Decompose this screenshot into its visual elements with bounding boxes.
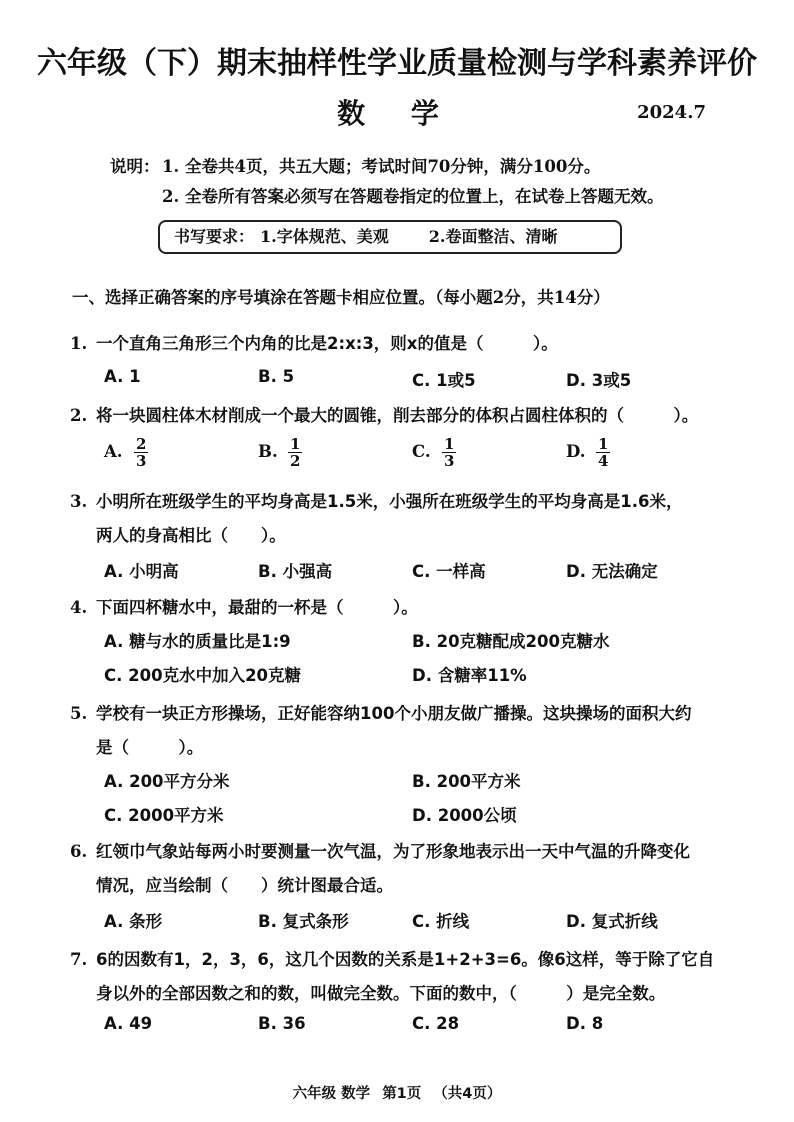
option-d: D. 复式折线 <box>566 912 658 931</box>
question-text-continued: 情况，应当绘制（ ）统计图最合适。 <box>96 876 393 895</box>
question-text: 学校有一块正方形操场，正好能容纳100个小朋友做广播操。这块操场的面积大约 <box>96 704 692 723</box>
denominator: 3 <box>136 452 147 470</box>
option-c: C. 200克水中加入20克糖 <box>104 666 302 685</box>
numerator: 1 <box>290 435 301 453</box>
writing-requirement-1: 1.字体规范、美观 <box>260 227 389 246</box>
question-text: 下面四杯糖水中，最甜的一杯是（ ）。 <box>96 598 418 617</box>
option-c <box>412 436 456 469</box>
question-2 <box>70 402 698 426</box>
option-a: A. 200平方分米 <box>104 772 230 791</box>
fraction <box>288 436 302 469</box>
instructions <box>110 152 663 212</box>
question-text-continued: 是（ ）。 <box>96 738 204 757</box>
question-number: 1. <box>70 334 88 353</box>
fraction <box>596 436 610 469</box>
option-letter: A. <box>104 442 123 461</box>
section-1-title: 一、选择正确答案的序号填涂在答题卡相应位置。 <box>72 288 435 307</box>
exam-date: 2024.7 <box>637 102 706 123</box>
option-c: C. 2000平方米 <box>104 806 224 825</box>
question-1 <box>70 330 558 354</box>
question-number: 3. <box>70 492 88 511</box>
footer-total-pages: （共4页） <box>433 1086 502 1102</box>
writing-requirement-2: 2.卷面整洁、清晰 <box>428 227 558 246</box>
question-text: 6的因数有1，2，3，6，这几个因数的关系是1+2+3=6。像6这样，等于除了它自 <box>96 950 715 969</box>
option-c: C. 一样高 <box>412 562 486 581</box>
fraction <box>134 436 148 469</box>
option-c: C. 28 <box>412 1014 460 1033</box>
question-3 <box>70 488 682 512</box>
instruction-line-1: 1. 全卷共4页，共五大题；考试时间70分钟，满分100分。 <box>162 157 601 176</box>
question-number: 4. <box>70 598 88 617</box>
numerator: 1 <box>444 435 455 453</box>
option-c: C. 折线 <box>412 912 470 931</box>
option-letter: B. <box>258 442 278 461</box>
instructions-label: 说明： <box>110 157 160 176</box>
writing-requirements-box <box>158 220 622 254</box>
question-5 <box>70 700 691 724</box>
fraction <box>442 436 456 469</box>
page-footer <box>0 1082 794 1103</box>
question-number: 7. <box>70 950 88 969</box>
option-b <box>258 436 302 469</box>
option-d: D. 3或5 <box>566 371 632 390</box>
question-text-continued: 身以外的全部因数之和的数，叫做完全数。下面的数中，（ ）是完全数。 <box>96 984 666 1003</box>
exam-title: 六年级（下）期末抽样性学业质量检测与学科素养评价 <box>37 46 757 81</box>
option-d: D. 含糖率11% <box>412 666 527 685</box>
denominator: 2 <box>290 452 301 470</box>
denominator: 4 <box>598 452 609 470</box>
option-c: C. 1或5 <box>412 371 476 390</box>
option-b: B. 复式条形 <box>258 912 349 931</box>
option-letter: D. <box>566 442 586 461</box>
option-a <box>104 436 148 469</box>
option-b: B. 小强高 <box>258 562 333 581</box>
option-d <box>566 436 610 469</box>
question-6 <box>70 838 690 862</box>
subject-heading: 数 学 <box>337 97 457 130</box>
question-number: 2. <box>70 406 88 425</box>
question-text: 小明所在班级学生的平均身高是1.5米，小强所在班级学生的平均身高是1.6米， <box>96 492 683 511</box>
question-text-continued: 两人的身高相比（ ）。 <box>96 526 286 545</box>
option-a: A. 1 <box>104 367 141 386</box>
section-1-heading <box>72 284 610 308</box>
writing-requirements-label: 书写要求： <box>174 227 255 246</box>
section-1-hint: （每小题2分，共14分） <box>435 288 610 307</box>
question-text: 一个直角三角形三个内角的比是2:x:3，则x的值是（ ）。 <box>96 334 558 353</box>
option-d: D. 2000公顷 <box>412 806 517 825</box>
option-d: D. 无法确定 <box>566 562 658 581</box>
question-7 <box>70 946 714 970</box>
question-number: 5. <box>70 704 88 723</box>
option-a: A. 条形 <box>104 912 163 931</box>
option-a: A. 小明高 <box>104 562 179 581</box>
footer-page-number: 第1页 <box>382 1086 422 1102</box>
option-d: D. 8 <box>566 1014 604 1033</box>
question-text: 红领巾气象站每两小时要测量一次气温，为了形象地表示出一天中气温的升降变化 <box>96 842 690 861</box>
denominator: 3 <box>444 452 455 470</box>
question-4 <box>70 594 418 618</box>
option-b: B. 5 <box>258 367 295 386</box>
option-letter: C. <box>412 442 431 461</box>
option-a: A. 49 <box>104 1014 153 1033</box>
footer-grade-subject: 六年级 数学 <box>292 1086 371 1102</box>
option-b: B. 200平方米 <box>412 772 521 791</box>
question-number: 6. <box>70 842 88 861</box>
instruction-line-2: 2. 全卷所有答案必须写在答题卷指定的位置上，在试卷上答题无效。 <box>162 187 664 206</box>
option-b: B. 20克糖配成200克糖水 <box>412 632 610 651</box>
numerator: 2 <box>136 435 147 453</box>
option-b: B. 36 <box>258 1014 306 1033</box>
numerator: 1 <box>598 435 609 453</box>
question-text: 将一块圆柱体木材削成一个最大的圆锥，削去部分的体积占圆柱体积的（ ）。 <box>96 406 699 425</box>
option-a: A. 糖与水的质量比是1:9 <box>104 632 291 651</box>
